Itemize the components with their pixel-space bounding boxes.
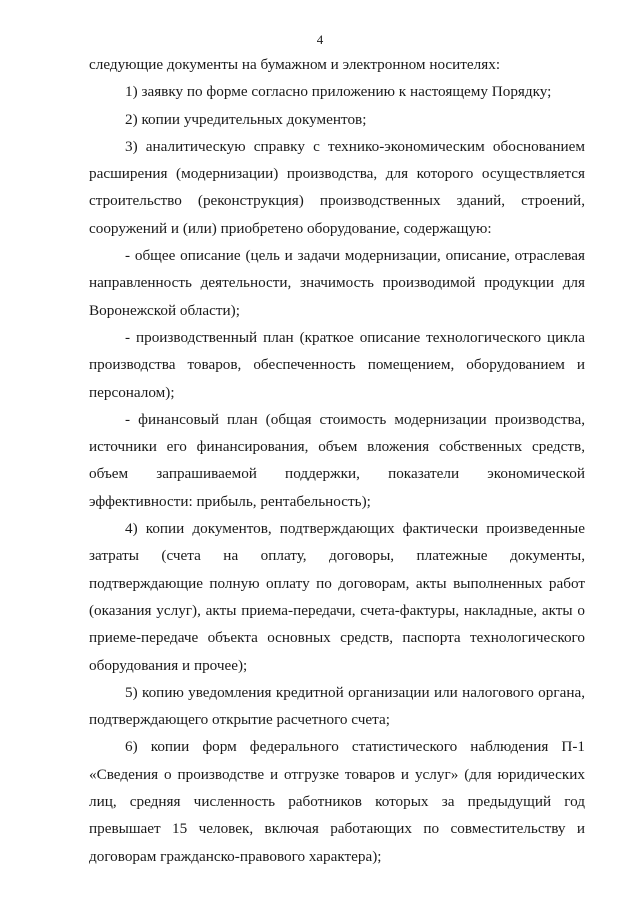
paragraph-item-6-statistical-forms: 6) копии форм федерального статистического наблюдения П-1 «Сведения о производстве и отгрузке товаров и услуг» (для юридических лиц, средняя численность работников которых за предыдущий год превышает 15 человек, включая работающих по совместительству и договорам гражданско-правового характера); xyxy=(89,738,585,865)
paragraph-item-3-analytical-note: 3) аналитическую справку с технико-экономическим обоснованием расширения (модернизации) производства, для которого осуществляется строительство (реконструкция) производственных зданий, строений, сооружений и (или) приобретено оборудование, содержащую: xyxy=(89,137,585,237)
paragraph-intro: следующие документы на бумажном и электронном носителях: xyxy=(89,56,501,73)
paragraph-item-2-founding-docs: 2) копии учредительных документов; xyxy=(125,110,367,128)
paragraph-item-5-bank-notice: 5) копию уведомления кредитной организации или налогового органа, подтверждающего открытие расчетного счета; xyxy=(89,683,585,729)
paragraph-subitem-general-description: - общее описание (цель и задачи модернизации, описание, отраслевая направленность деятельности, значимость производимой продукции для Воронежской области); xyxy=(89,247,585,319)
paragraph-item-1-application: 1) заявку по форме согласно приложению к настоящему Порядку; xyxy=(125,83,552,101)
paragraph-subitem-production-plan: - производственный план (краткое описание технологического цикла производства товаров, обеспеченность помещением, оборудованием и персоналом); xyxy=(89,328,585,401)
page-number: 4 xyxy=(316,32,324,47)
document-body xyxy=(89,51,585,870)
paragraph-subitem-financial-plan: - финансовый план (общая стоимость модернизации производства, источники его финансирования, объем вложения собственных средств, объем запрашиваемой поддержки, показатели экономической эффективности: прибыль, рентабельность); xyxy=(89,410,585,510)
paragraph-item-4-cost-documents: 4) копии документов, подтверждающих фактически произведенные затраты (счета на оплату, договоры, платежные документы, подтверждающие полную оплату по договорам, акты выполненных работ (оказания услуг), акты приема-передачи, счета-фактуры, накладные, акты о приеме-передаче объекта основных средств, паспорта технологического оборудования и прочее); xyxy=(89,520,585,674)
